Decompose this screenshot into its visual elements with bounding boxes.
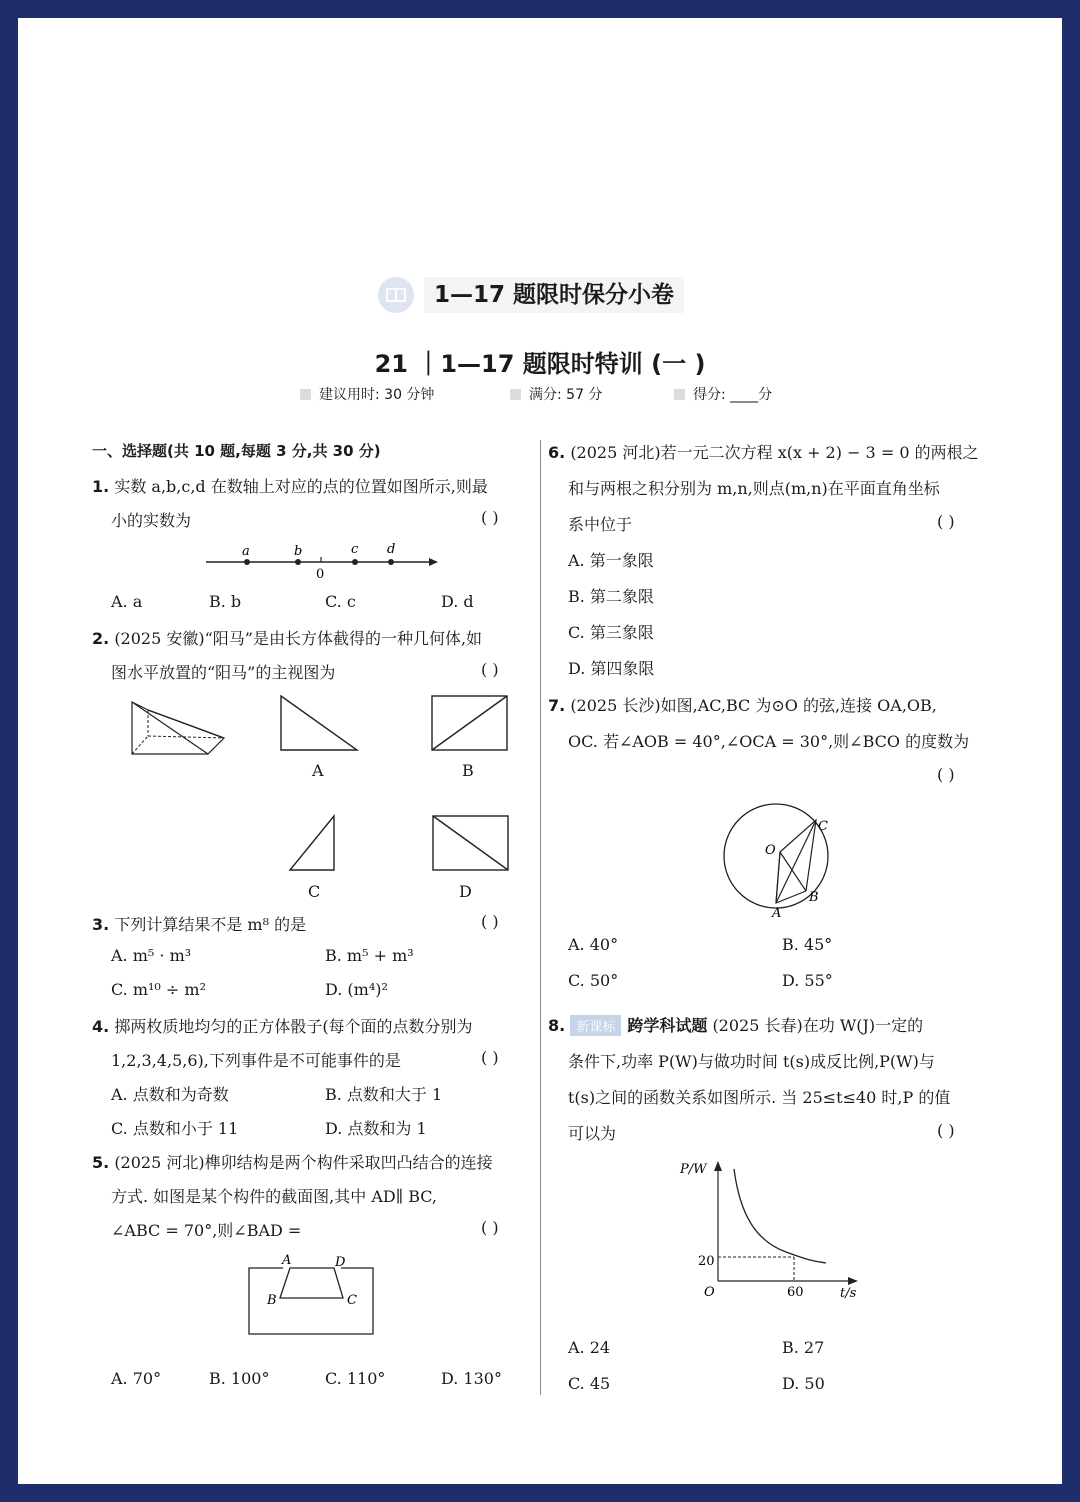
question-number: 7. bbox=[548, 696, 566, 715]
option-a[interactable]: A. m⁵ · m³ bbox=[111, 946, 192, 965]
label-a: a bbox=[242, 544, 250, 559]
option-b[interactable]: B. 第二象限 bbox=[568, 587, 654, 606]
figure-label-b: B bbox=[462, 761, 474, 780]
figure-label-d: D bbox=[459, 882, 472, 901]
score-icon bbox=[510, 389, 521, 400]
y-tick-20: 20 bbox=[698, 1254, 715, 1269]
question-text: (2025 安徽)“阳马”是由长方体截得的一种几何体,如 bbox=[114, 629, 483, 648]
full-score bbox=[510, 384, 602, 404]
question-number: 5. bbox=[92, 1153, 110, 1172]
label-D: D bbox=[335, 1255, 346, 1270]
label-b: b bbox=[294, 544, 303, 559]
column-divider bbox=[540, 440, 541, 1395]
question-3 bbox=[92, 912, 306, 935]
front-view-option-a[interactable] bbox=[278, 693, 360, 753]
circle-figure bbox=[720, 800, 840, 922]
interdisciplinary-label: 跨学科试题 bbox=[627, 1016, 708, 1035]
option-c[interactable]: C. 第三象限 bbox=[568, 623, 654, 642]
answer-blank[interactable]: ( ) bbox=[937, 1121, 955, 1140]
question-5 bbox=[92, 1150, 493, 1173]
option-d[interactable]: D. (m⁴)² bbox=[325, 980, 388, 999]
question-1-line2: 小的实数为 bbox=[111, 511, 192, 530]
question-5-line3: ∠ABC = 70°,则∠BAD = bbox=[111, 1221, 302, 1240]
x-tick-60: 60 bbox=[787, 1285, 804, 1300]
page-title: 21 ｜1—17 题限时特训 (一 ) bbox=[374, 350, 706, 378]
question-number: 8. bbox=[548, 1016, 566, 1035]
full-score-text: 满分: 57 分 bbox=[529, 387, 603, 403]
label-C: C bbox=[818, 819, 828, 834]
question-number: 4. bbox=[92, 1017, 110, 1036]
option-a[interactable]: A. 24 bbox=[568, 1338, 611, 1357]
answer-blank[interactable]: ( ) bbox=[481, 1048, 499, 1067]
option-d[interactable]: D. 130° bbox=[441, 1369, 502, 1388]
label-B: B bbox=[267, 1293, 277, 1308]
option-c[interactable]: C. 45 bbox=[568, 1374, 611, 1393]
option-b[interactable]: B. 45° bbox=[782, 935, 833, 954]
option-b[interactable]: B. m⁵ + m³ bbox=[325, 946, 414, 965]
obtained-score bbox=[674, 384, 772, 404]
option-b[interactable]: B. 点数和大于 1 bbox=[325, 1085, 443, 1104]
question-8-line3: t(s)之间的函数关系如图所示. 当 25≤t≤40 时,P 的值 bbox=[568, 1088, 951, 1107]
front-view-option-d[interactable] bbox=[430, 813, 512, 873]
option-d[interactable]: D. 第四象限 bbox=[568, 659, 655, 678]
option-a[interactable]: A. 点数和为奇数 bbox=[111, 1085, 229, 1104]
label-A: A bbox=[282, 1253, 292, 1268]
answer-blank[interactable]: ( ) bbox=[481, 1218, 499, 1237]
suggested-time bbox=[300, 384, 434, 404]
question-2 bbox=[92, 626, 482, 649]
option-c[interactable]: C. 110° bbox=[325, 1369, 386, 1388]
question-6-line2: 和与两根之积分别为 m,n,则点(m,n)在平面直角坐标 bbox=[568, 479, 940, 498]
mortise-figure bbox=[245, 1250, 377, 1338]
option-d[interactable]: D. 点数和为 1 bbox=[325, 1119, 427, 1138]
question-number: 6. bbox=[548, 443, 566, 462]
question-number: 3. bbox=[92, 915, 110, 934]
book-icon bbox=[378, 277, 414, 313]
label-c: c bbox=[351, 542, 359, 557]
x-axis-label: t/s bbox=[840, 1286, 857, 1301]
question-text: (2025 长春)在功 W(J)一定的 bbox=[712, 1016, 924, 1035]
label-A: A bbox=[772, 906, 782, 921]
origin-label: O bbox=[704, 1285, 715, 1300]
question-text: 实数 a,b,c,d 在数轴上对应的点的位置如图所示,则最 bbox=[114, 477, 488, 496]
option-c[interactable]: C. 点数和小于 11 bbox=[111, 1119, 239, 1138]
question-text: 掷两枚质地均匀的正方体骰子(每个面的点数分别为 bbox=[114, 1017, 473, 1036]
option-d[interactable]: D. 50 bbox=[782, 1374, 825, 1393]
option-c[interactable]: C. 50° bbox=[568, 971, 619, 990]
option-c[interactable]: C. m¹⁰ ÷ m² bbox=[111, 980, 207, 999]
question-text: (2025 河北)若一元二次方程 x(x + 2) − 3 = 0 的两根之 bbox=[570, 443, 979, 462]
section-banner bbox=[378, 277, 698, 313]
obtained-score-text: 得分: ____分 bbox=[693, 387, 773, 403]
suggested-time-text: 建议用时: 30 分钟 bbox=[319, 387, 435, 403]
question-7-line2: OC. 若∠AOB = 40°,∠OCA = 30°,则∠BCO 的度数为 bbox=[568, 732, 970, 751]
answer-blank[interactable]: ( ) bbox=[937, 512, 955, 531]
label-C: C bbox=[347, 1293, 357, 1308]
label-d: d bbox=[387, 542, 396, 557]
option-a[interactable]: A. 40° bbox=[568, 935, 619, 954]
answer-blank[interactable]: ( ) bbox=[937, 765, 955, 784]
question-text: 下列计算结果不是 m⁸ 的是 bbox=[114, 915, 307, 934]
answer-blank[interactable]: ( ) bbox=[481, 660, 499, 679]
option-b[interactable]: B. 100° bbox=[209, 1369, 270, 1388]
section-heading: 一、选择题(共 10 题,每题 3 分,共 30 分) bbox=[92, 442, 381, 460]
option-c[interactable]: C. c bbox=[325, 592, 356, 611]
question-text: (2025 河北)榫卯结构是两个构件采取凹凸结合的连接 bbox=[114, 1153, 493, 1172]
figure-label-c: C bbox=[308, 882, 321, 901]
option-d[interactable]: D. 55° bbox=[782, 971, 833, 990]
inverse-function-graph bbox=[676, 1155, 866, 1303]
option-d[interactable]: D. d bbox=[441, 592, 474, 611]
question-7 bbox=[548, 693, 937, 716]
question-number: 1. bbox=[92, 477, 110, 496]
banner-title: 1—17 题限时保分小卷 bbox=[424, 277, 684, 313]
option-a[interactable]: A. 70° bbox=[111, 1369, 162, 1388]
question-8 bbox=[548, 1013, 923, 1036]
pen-icon bbox=[674, 389, 685, 400]
question-2-line2: 图水平放置的“阳马”的主视图为 bbox=[111, 663, 336, 682]
new-curriculum-badge: 新课标 bbox=[570, 1015, 621, 1036]
option-a[interactable]: A. 第一象限 bbox=[568, 551, 654, 570]
question-number: 2. bbox=[92, 629, 110, 648]
label-O: O bbox=[765, 843, 776, 858]
question-4-line2: 1,2,3,4,5,6),下列事件是不可能事件的是 bbox=[111, 1051, 401, 1070]
option-b[interactable]: B. b bbox=[209, 592, 242, 611]
question-8-line4: 可以为 bbox=[568, 1124, 617, 1143]
y-axis-label: P/W bbox=[680, 1162, 707, 1177]
option-b[interactable]: B. 27 bbox=[782, 1338, 825, 1357]
figure-label-a: A bbox=[312, 761, 324, 780]
option-a[interactable]: A. a bbox=[111, 592, 143, 611]
question-6 bbox=[548, 440, 979, 463]
number-line-figure bbox=[200, 540, 445, 582]
question-5-line2: 方式. 如图是某个构件的截面图,其中 AD∥ BC, bbox=[111, 1187, 438, 1206]
question-8-line2: 条件下,功率 P(W)与做功时间 t(s)成反比例,P(W)与 bbox=[568, 1052, 935, 1071]
front-view-option-b[interactable] bbox=[429, 693, 511, 753]
label-zero: 0 bbox=[316, 567, 325, 582]
yangma-solid-figure bbox=[128, 696, 232, 760]
answer-blank[interactable]: ( ) bbox=[481, 508, 499, 527]
answer-blank[interactable]: ( ) bbox=[481, 912, 499, 931]
label-B: B bbox=[809, 890, 819, 905]
question-text: (2025 长沙)如图,AC,BC 为⊙O 的弦,连接 OA,OB, bbox=[570, 696, 937, 715]
front-view-option-c[interactable] bbox=[287, 813, 339, 873]
question-4 bbox=[92, 1014, 473, 1037]
question-1 bbox=[92, 474, 488, 497]
clock-icon bbox=[300, 389, 311, 400]
question-6-line3: 系中位于 bbox=[568, 515, 633, 534]
